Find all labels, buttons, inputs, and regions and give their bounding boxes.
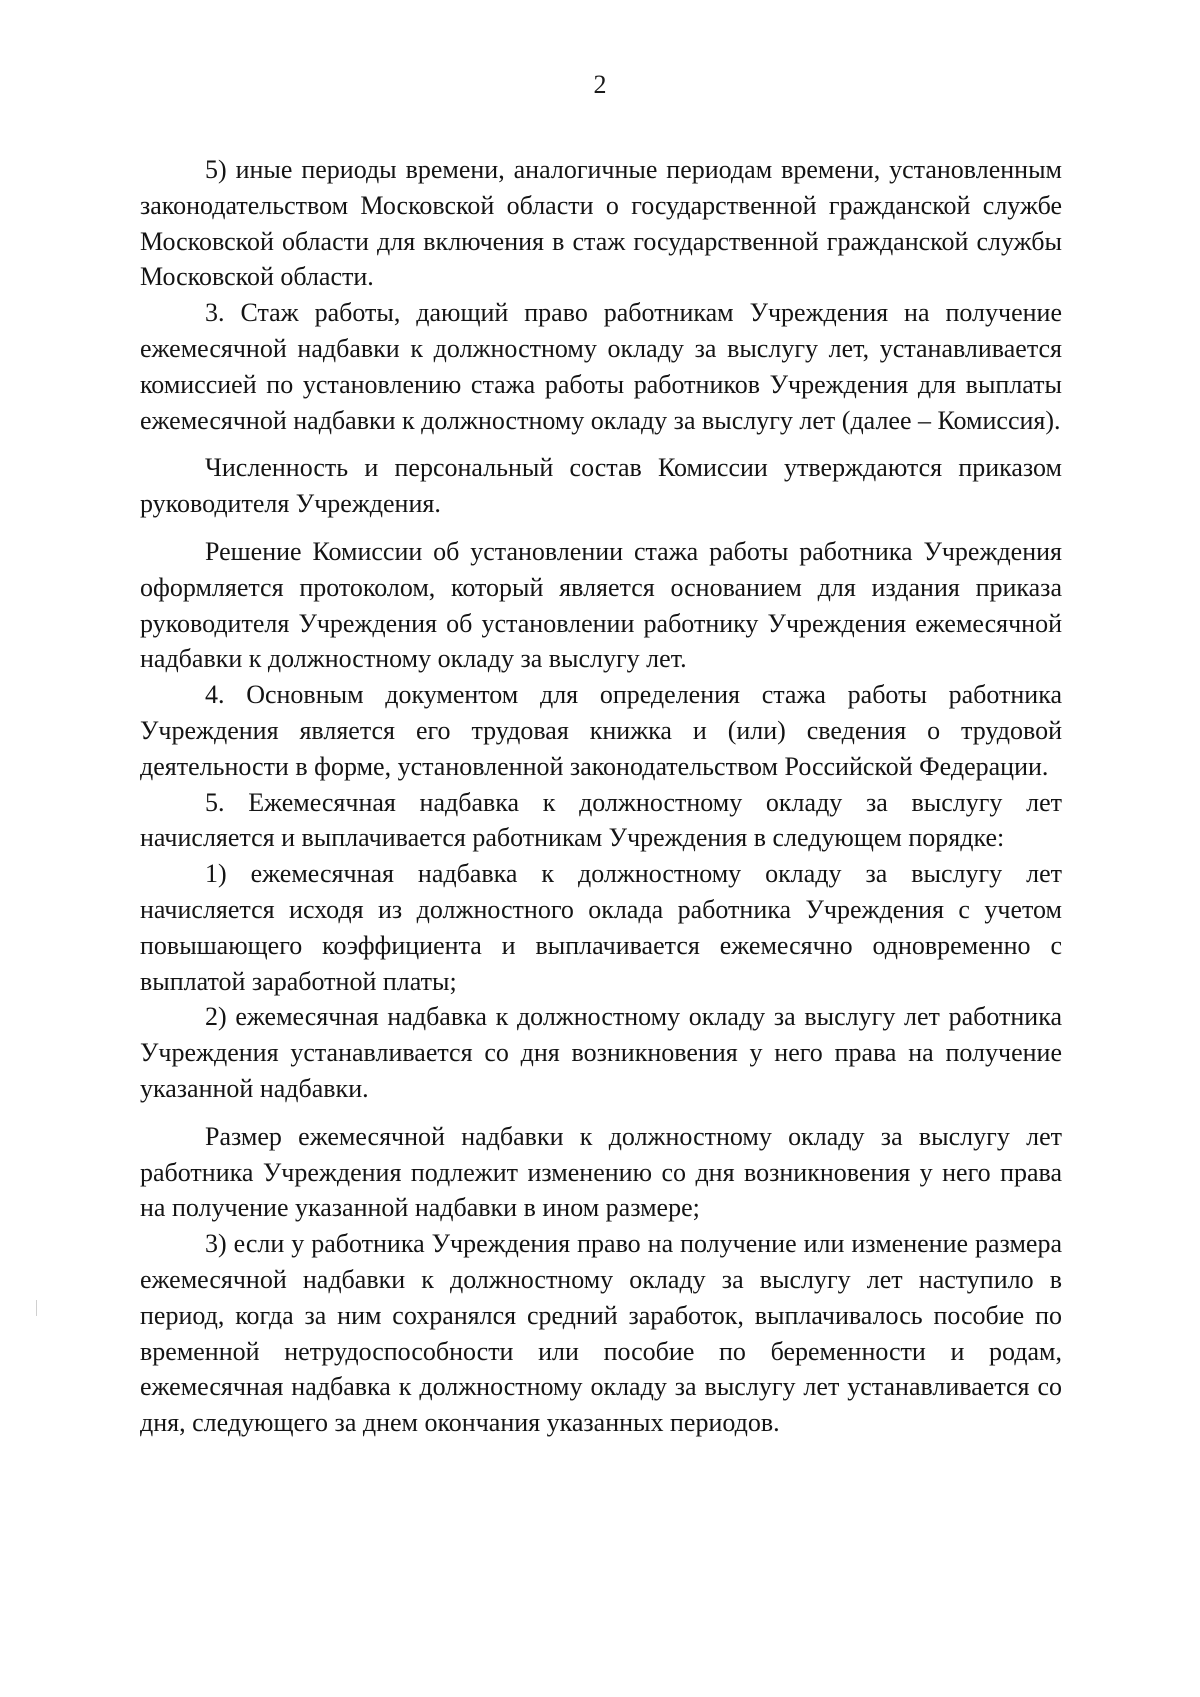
paragraph-commission-composition: Численность и персональный состав Комиссии утверждаются приказом руководителя Учреждения. xyxy=(140,453,1062,519)
paragraph-section-3-seniority-commission: 3. Стаж работы, дающий право работникам Учреждения на получение ежемесячной надбавки к должностному окладу за выслугу лет, устанавливается комиссией по установлению стажа работы работников Учреждения для выплаты ежемесячной надбавки к должностному окладу за выслугу лет (далее – Комиссия). xyxy=(140,298,1062,435)
paragraph-section-4-main-document: 4. Основным документом для определения стажа работы работника Учреждения является его трудовая книжка и (или) сведения о трудовой деятельности в форме, установленной законодательством Российской Федерации. xyxy=(140,680,1062,781)
paragraph-item-5-other-periods: 5) иные периоды времени, аналогичные периодам времени, установленным законодательством Московской области о государственной гражданской службе Московской области для включения в стаж государственной гражданской службы Московской области. xyxy=(140,155,1062,292)
paragraph-commission-decision: Решение Комиссии об установлении стажа работы работника Учреждения оформляется протоколом, который является основанием для издания приказа руководителя Учреждения об установлении работнику Учреждения ежемесячной надбавки к должностному окладу за выслугу лет. xyxy=(140,536,1062,674)
paragraph-item-1-calculation: 1) ежемесячная надбавка к должностному окладу за выслугу лет начисляется исходя из должностного оклада работника Учреждения с учетом повышающего коэффициента и выплачивается ежемесячно одновременно с выплатой заработной платы; xyxy=(140,859,1062,996)
scan-mark xyxy=(36,1300,37,1316)
paragraph-section-5-payment-order: 5. Ежемесячная надбавка к должностному окладу за выслугу лет начисляется и выплачивается работникам Учреждения в следующем порядке: xyxy=(140,787,1062,853)
document-body xyxy=(140,152,1062,1441)
paragraph-allowance-size-change: Размер ежемесячной надбавки к должностному окладу за выслугу лет работника Учреждения подлежит изменению со дня возникновения у него права на получение указанной надбавки в ином размере; xyxy=(140,1121,1062,1223)
paragraph-item-3-retained-earnings: 3) если у работника Учреждения право на получение или изменение размера ежемесячной надбавки к должностному окладу за выслугу лет наступило в период, когда за ним сохранялся средний заработок, выплачивалось пособие по временной нетрудоспособности или пособие по беременности и родам, ежемесячная надбавка к должностному окладу за выслугу лет устанавливается со дня, следующего за днем окончания указанных периодов. xyxy=(140,1229,1062,1438)
paragraph-item-2-establishment: 2) ежемесячная надбавка к должностному окладу за выслугу лет работника Учреждения устанавливается со дня возникновения у него права на получение указанной надбавки. xyxy=(140,1002,1062,1103)
page-number: 2 xyxy=(593,70,607,99)
